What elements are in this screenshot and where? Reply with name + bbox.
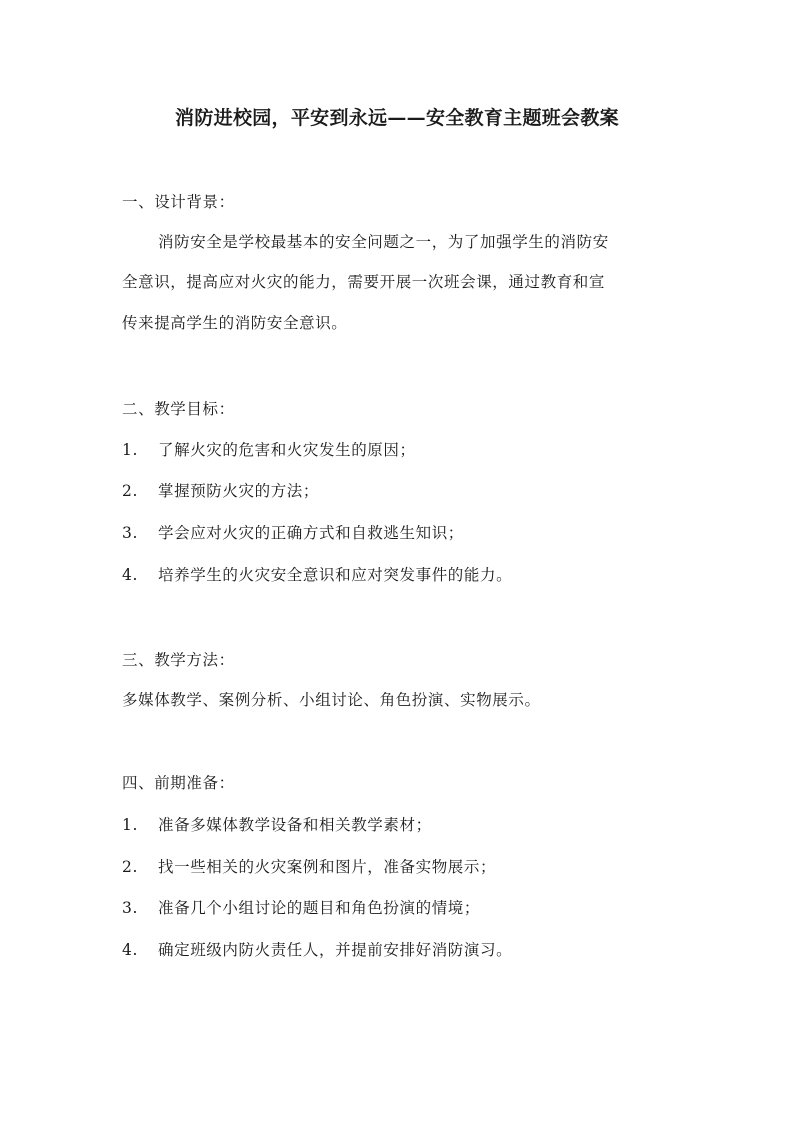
- paragraph-line: 传来提高学生的消防安全意识。: [122, 314, 348, 332]
- section-heading-methods: 三、教学方法：: [122, 651, 235, 669]
- list-item: [122, 855, 496, 879]
- paragraph-line: 消防安全是学校最基本的安全问题之一，为了加强学生的消防安: [158, 233, 609, 251]
- list-item: [122, 563, 512, 587]
- list-item: [122, 521, 464, 545]
- section-heading-preparation: 四、前期准备：: [122, 774, 235, 792]
- list-item-text: 准备多媒体教学设备和相关教学素材；: [158, 816, 432, 834]
- list-item-text: 确定班级内防火责任人，并提前安排好消防演习。: [158, 941, 513, 959]
- section-heading-goals: 二、教学目标：: [122, 400, 235, 418]
- paragraph-line: 全意识，提高应对火灾的能力，需要开展一次班会课，通过教育和宣: [122, 273, 606, 291]
- list-item-number: 3.: [122, 899, 138, 917]
- list-item: [122, 938, 512, 962]
- list-item-number: 1.: [122, 441, 138, 459]
- list-item: [122, 813, 432, 837]
- list-item-number: 2.: [122, 482, 138, 500]
- list-item-text: 培养学生的火灾安全意识和应对突发事件的能力。: [158, 566, 513, 584]
- list-item-number: 4.: [122, 941, 138, 959]
- list-item: [122, 479, 319, 503]
- paragraph-line: 多媒体教学、案例分析、小组讨论、角色扮演、实物展示。: [122, 691, 541, 709]
- section-heading-background: 一、设计背景：: [122, 193, 235, 211]
- list-item: [122, 896, 480, 920]
- list-item-text: 掌握预防火灾的方法；: [158, 482, 320, 500]
- list-item: [122, 438, 416, 462]
- list-item-text: 找一些相关的火灾案例和图片，准备实物展示；: [158, 858, 497, 876]
- list-item-text: 学会应对火灾的正确方式和自救逃生知识；: [158, 524, 464, 542]
- list-item-number: 2.: [122, 858, 138, 876]
- list-item-text: 准备几个小组讨论的题目和角色扮演的情境；: [158, 899, 481, 917]
- list-item-number: 4.: [122, 566, 138, 584]
- list-item-number: 1.: [122, 816, 138, 834]
- list-item-number: 3.: [122, 524, 138, 542]
- list-item-text: 了解火灾的危害和火灾发生的原因；: [158, 441, 416, 459]
- document-title: 消防进校园，平安到永远——安全教育主题班会教案: [175, 107, 619, 129]
